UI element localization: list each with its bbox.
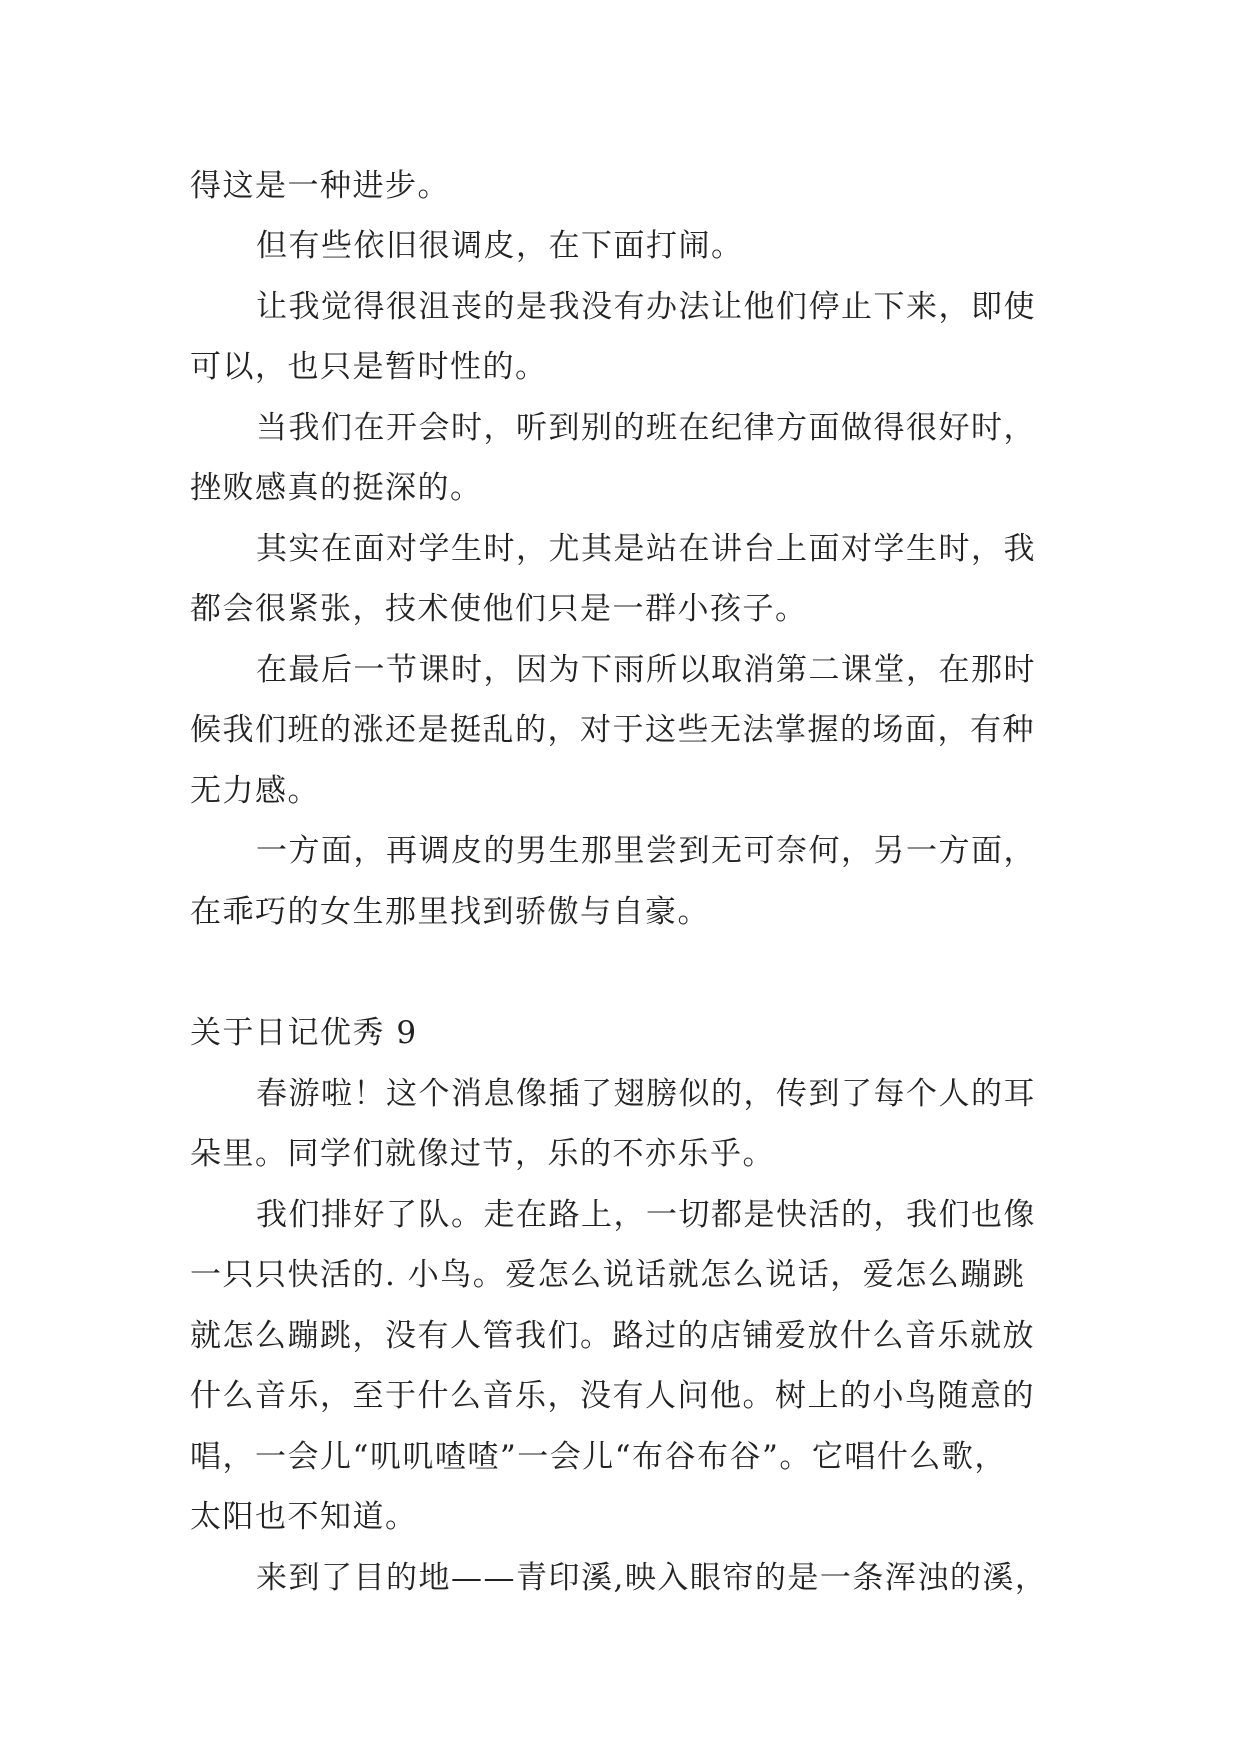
text-line: 候我们班的涨还是挺乱的，对于这些无法掌握的场面，有种 (190, 712, 1035, 748)
text-line: 得这是一种进步。 (190, 168, 450, 204)
section-heading: 关于日记优秀 9 (190, 1015, 418, 1051)
text-line: 让我觉得很沮丧的是我没有办法让他们停止下来，即使 (256, 289, 1036, 325)
text-line: 太阳也不知道。 (190, 1499, 418, 1535)
text-line: 挫败感真的挺深的。 (190, 470, 483, 506)
text-line: 一只只快活的. 小鸟。爱怎么说话就怎么说话，爱怎么蹦跳 (190, 1257, 1026, 1293)
text-line: 都会很紧张，技术使他们只是一群小孩子。 (190, 591, 808, 627)
text-line: 无力感。 (190, 773, 320, 809)
text-line: 春游啦！这个消息像插了翅膀似的，传到了每个人的耳 (256, 1076, 1036, 1112)
text-line: 在最后一节课时，因为下雨所以取消第二课堂，在那时 (256, 652, 1036, 688)
text-line: 一方面，再调皮的男生那里尝到无可奈何，另一方面， (256, 833, 1036, 869)
text-line: 在乖巧的女生那里找到骄傲与自豪。 (190, 894, 710, 930)
text-line: 但有些依旧很调皮，在下面打闹。 (256, 228, 744, 264)
text-line: 其实在面对学生时，尤其是站在讲台上面对学生时，我 (256, 531, 1036, 567)
text-line: 唱，一会儿“叽叽喳喳”一会儿“布谷布谷”。它唱什么歌， (190, 1439, 1007, 1475)
text-line: 可以，也只是暂时性的。 (190, 349, 548, 385)
text-line: 朵里。同学们就像过节，乐的不亦乐乎。 (190, 1136, 775, 1172)
text-line: 就怎么蹦跳，没有人管我们。路过的店铺爱放什么音乐就放 (190, 1318, 1035, 1354)
text-line: 当我们在开会时，听到别的班在纪律方面做得很好时， (256, 410, 1036, 446)
text-line: 我们排好了队。走在路上，一切都是快活的，我们也像 (256, 1197, 1036, 1233)
text-line: 什么音乐，至于什么音乐，没有人问他。树上的小鸟随意的 (190, 1378, 1035, 1414)
text-line: 来到了目的地——青印溪,映入眼帘的是一条浑浊的溪， (256, 1560, 1048, 1596)
